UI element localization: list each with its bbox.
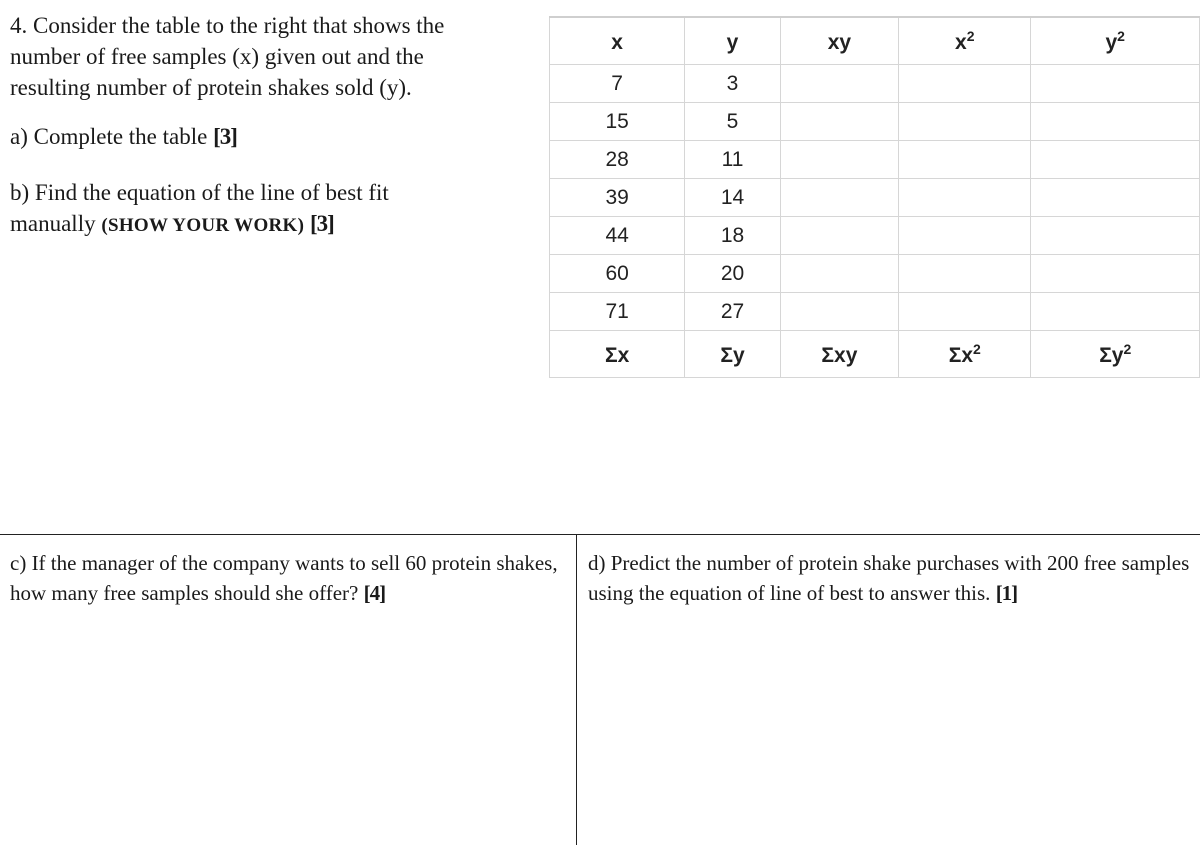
header-x-squared: $x^2$ [899,17,1031,65]
cell-x-squared[interactable] [899,65,1031,103]
part-a-text: a) Complete the table [10,124,208,149]
table-row [550,217,1200,255]
cell-y: 27 [685,293,781,331]
cell-x-squared[interactable] [899,141,1031,179]
part-c [10,548,570,608]
question-block [10,10,480,241]
cell-y: 14 [685,179,781,217]
cell-x: 7 [550,65,685,103]
table-header-row [550,17,1200,65]
part-b-text: b) Find the equation of the line of best fit manually [10,180,389,236]
table-row [550,103,1200,141]
table-row [550,141,1200,179]
data-table [549,16,1200,378]
part-b-emphasis: (SHOW YOUR WORK) [101,215,305,236]
cell-xy[interactable] [780,103,898,141]
table-row [550,65,1200,103]
cell-x: 28 [550,141,685,179]
cell-y: 11 [685,141,781,179]
part-d-text: d) Predict the number of protein shake purchases with 200 free samples using the equation of line of best to answer this. [588,551,1190,605]
part-a-mark: [3] [213,124,237,149]
part-d-mark: [1] [995,581,1018,605]
cell-x-squared[interactable] [899,255,1031,293]
cell-xy[interactable] [780,65,898,103]
horizontal-divider [0,534,1200,535]
cell-x-squared[interactable] [899,293,1031,331]
sum-x[interactable]: Σx [550,331,685,378]
table-row [550,179,1200,217]
sum-y[interactable]: Σy [685,331,781,378]
cell-y-squared[interactable] [1031,255,1200,293]
cell-y-squared[interactable] [1031,217,1200,255]
question-intro: 4. Consider the table to the right that shows the number of free samples (x) given out and the resulting number of protein shakes sold (y). [10,13,445,100]
header-xy: xy [780,17,898,65]
cell-y-squared[interactable] [1031,141,1200,179]
cell-x: 15 [550,103,685,141]
cell-xy[interactable] [780,293,898,331]
table-row [550,255,1200,293]
header-y: y [685,17,781,65]
cell-x-squared[interactable] [899,103,1031,141]
cell-x: 44 [550,217,685,255]
cell-y: 3 [685,65,781,103]
cell-x: 60 [550,255,685,293]
part-a [10,121,480,152]
header-x: x [550,17,685,65]
cell-x: 71 [550,293,685,331]
part-c-text: c) If the manager of the company wants to sell 60 protein shakes, how many free samples should she offer? [10,551,558,605]
sum-y-squared[interactable]: $\Sigma y^2$ [1031,331,1200,378]
cell-x-squared[interactable] [899,179,1031,217]
cell-y-squared[interactable] [1031,103,1200,141]
cell-y-squared[interactable] [1031,293,1200,331]
cell-y: 18 [685,217,781,255]
part-d [588,548,1200,608]
header-y-squared: $y^2$ [1031,17,1200,65]
part-d-panel [588,548,1200,608]
cell-y-squared[interactable] [1031,179,1200,217]
sum-row [550,331,1200,378]
part-b-mark: [3] [310,211,334,236]
vertical-divider [576,534,577,845]
cell-xy[interactable] [780,217,898,255]
cell-y: 5 [685,103,781,141]
part-c-mark: [4] [363,581,386,605]
part-b [10,177,480,241]
cell-y: 20 [685,255,781,293]
cell-y-squared[interactable] [1031,65,1200,103]
cell-xy[interactable] [780,141,898,179]
sum-xy[interactable]: Σxy [780,331,898,378]
cell-xy[interactable] [780,179,898,217]
cell-x: 39 [550,179,685,217]
sum-x-squared[interactable]: $\Sigma x^2$ [899,331,1031,378]
table-row [550,293,1200,331]
part-c-panel [10,548,570,608]
cell-xy[interactable] [780,255,898,293]
cell-x-squared[interactable] [899,217,1031,255]
